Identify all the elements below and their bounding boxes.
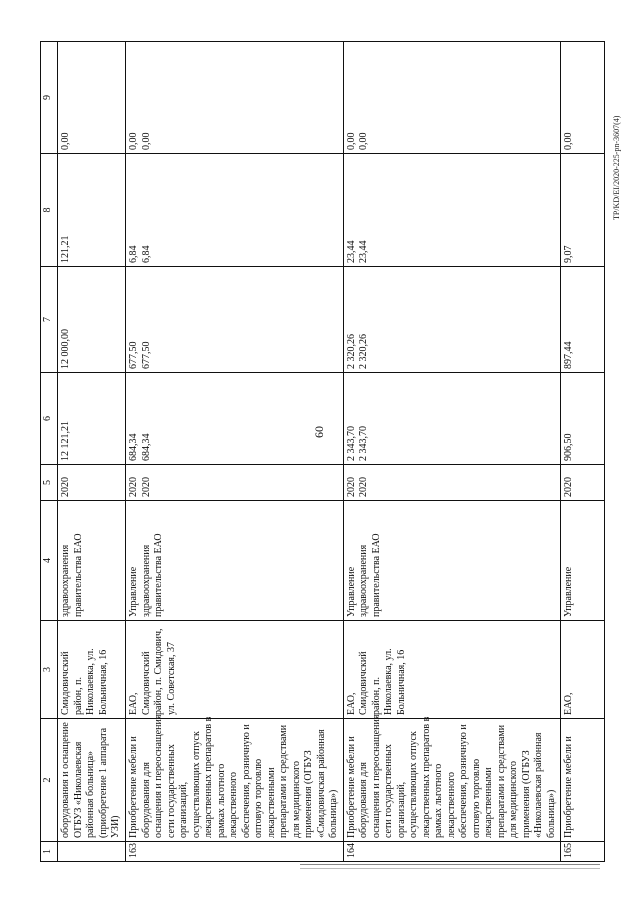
cell-text-line: Управление [563, 566, 574, 617]
column-header: 1 [41, 842, 58, 862]
cell-object-name [126, 714, 344, 842]
cell-text-line: район, п. [370, 677, 382, 715]
cell-text-line: 0,00 [358, 132, 369, 150]
cell-text-line: лекарственного [228, 771, 239, 838]
cell-text-line: 2020 [345, 477, 357, 497]
cell-text-line: Николаевка, ул. [383, 648, 394, 715]
cell-text-line: Приобретение мебели и [128, 736, 139, 838]
table-container [40, 42, 605, 862]
data-table [40, 41, 605, 862]
cell-object-name [561, 719, 605, 842]
cell-total-cost [343, 373, 561, 465]
table-row [126, 42, 344, 862]
cell-text-line: правительства ЕАО [72, 533, 84, 617]
cell-other-funds [561, 42, 605, 154]
cell-text-line: для медицинского [508, 761, 519, 838]
cell-total-cost [58, 373, 126, 465]
cell-text-line: ЕАО, [345, 692, 357, 715]
cell-text-line: 2020 [140, 477, 152, 497]
cell-text-line: 12 000,00 [60, 329, 71, 369]
cell-object-name [343, 714, 561, 842]
cell-text-line: 2020 [563, 477, 574, 497]
cell-text-line: правительства ЕАО [370, 533, 382, 617]
cell-text-line: Николаевка, ул. [85, 648, 96, 715]
cell-text-line: применения (ОГБУЗ [303, 750, 314, 838]
cell-text-line: оснащения и переоснащения [370, 714, 382, 838]
cell-address [343, 621, 561, 719]
cell-text-line: 2020 [60, 477, 71, 497]
cell-text-line: Смидовичский [60, 651, 71, 715]
cell-row-number [126, 842, 344, 862]
cell-text-line: 6,84 [128, 245, 139, 263]
cell-year [343, 465, 561, 501]
cell-customer [126, 501, 344, 621]
cell-row-number [58, 842, 126, 862]
cell-address [126, 621, 344, 719]
cell-text-line: 0,00 [345, 132, 357, 150]
cell-text-line: 2 320,26 [358, 334, 369, 369]
cell-customer [561, 501, 605, 621]
cell-text-line: 0,00 [140, 132, 152, 150]
cell-row-number [343, 842, 561, 862]
cell-text-line: 0,00 [128, 132, 139, 150]
cell-text-line: (приобретение 1 аппарата [97, 727, 109, 838]
cell-text-line: обеспечения, розничную и [458, 724, 469, 838]
cell-other-funds [126, 42, 344, 154]
cell-text-line: 0,00 [563, 132, 574, 150]
cell-text-line: оснащения и переоснащения [153, 714, 164, 838]
cell-text-line: оборудования и оснащение [60, 722, 71, 838]
cell-text-line: препаратами и средствами [495, 724, 507, 838]
cell-text-line: ОГБУЗ «Николаевская [72, 741, 84, 838]
cell-text-line: здравоохранения [60, 544, 71, 617]
cell-text-line: УЗИ) [110, 815, 121, 838]
column-header: 8 [41, 154, 58, 267]
cell-text-line: 684,34 [140, 433, 152, 461]
cell-federal-funds [58, 267, 126, 373]
cell-text-line: Смидовичский [358, 651, 369, 715]
cell-federal-funds [561, 267, 605, 373]
cell-text-line: организаций, [178, 781, 189, 838]
cell-text-line: осуществляющих отпуск [408, 731, 419, 838]
cell-text-line: лекарственными [483, 767, 494, 838]
cell-text-line: препаратами и средствами [278, 724, 289, 838]
cell-text-line: оптовую торговлю [253, 758, 264, 838]
cell-text-line: район, п. Смидович, [153, 628, 164, 715]
cell-other-funds [58, 42, 126, 154]
cell-text-line: «Смидовичская районная [315, 729, 327, 838]
cell-year [126, 465, 344, 501]
cell-text-line: Приобретение мебели и [563, 736, 574, 838]
column-header: 6 [41, 373, 58, 465]
cell-text-line: сети государственных [383, 744, 394, 838]
cell-object-name [58, 719, 126, 842]
cell-text-line: 2020 [128, 477, 139, 497]
cell-text-line: больница») [545, 789, 557, 838]
cell-total-cost [126, 373, 344, 465]
cell-text-line: 23,44 [358, 240, 369, 263]
cell-regional-funds [561, 154, 605, 267]
table-row [561, 42, 605, 862]
cell-text-line: районная больница» [85, 750, 96, 838]
page-number: 60 [312, 426, 326, 438]
cell-text-line: 906,50 [563, 433, 574, 461]
cell-text-line: 897,44 [563, 341, 574, 369]
cell-text-line: оптовую торговлю [470, 758, 482, 838]
cell-text-line: 2020 [358, 477, 369, 497]
cell-text-line: лекарственных препаратов в [420, 716, 432, 838]
cell-text-line: ЕАО, [563, 692, 574, 715]
cell-text-line: лекарственными [265, 767, 277, 838]
cell-text-line: обеспечения, розничную и [240, 724, 252, 838]
cell-text-line: оборудования для [140, 762, 152, 838]
cell-text-line: Приобретение мебели и [345, 736, 357, 838]
cell-text-line: для медицинского [290, 761, 302, 838]
cell-federal-funds [343, 267, 561, 373]
cell-text-line: «Николаевская районная [533, 732, 544, 838]
cell-text-line: 2 343,70 [345, 426, 357, 461]
cell-regional-funds [343, 154, 561, 267]
column-header: 3 [41, 621, 58, 719]
table-row [343, 42, 561, 862]
cell-text-line: Больничная, 16 [97, 649, 109, 715]
cell-total-cost [561, 373, 605, 465]
cell-text-line: 684,34 [128, 433, 139, 461]
cell-text-line: 2 343,70 [358, 426, 369, 461]
column-header: 4 [41, 501, 58, 621]
cell-text-line: ЕАО, [128, 692, 139, 715]
footer-rule [300, 864, 600, 865]
cell-text-line: Управление [345, 566, 357, 617]
cell-year [58, 465, 126, 501]
cell-row-number [561, 842, 605, 862]
cell-text-line: 9,07 [563, 245, 574, 263]
cell-text-line: 163 [128, 843, 139, 858]
cell-text-line: Смидовичский [140, 651, 152, 715]
cell-text-line: 677,50 [140, 341, 152, 369]
cell-text-line: рамках льготного [215, 763, 227, 838]
cell-other-funds [343, 42, 561, 154]
cell-federal-funds [126, 267, 344, 373]
cell-customer [343, 501, 561, 621]
cell-address [561, 621, 605, 719]
table-body [58, 42, 605, 862]
cell-text-line: здравоохранения [358, 544, 369, 617]
cell-text-line: 121,21 [60, 235, 71, 263]
document-reference: TP/KD/EI/2020-225-pn-3607(4) [612, 115, 621, 220]
cell-text-line: применения (ОГБУЗ [520, 750, 532, 838]
header-row [41, 42, 58, 862]
cell-regional-funds [126, 154, 344, 267]
cell-text-line: 2 320,26 [345, 334, 357, 369]
cell-text-line: 164 [345, 843, 357, 858]
footer-rule-secondary [300, 868, 600, 869]
table-row [58, 42, 126, 862]
cell-regional-funds [58, 154, 126, 267]
cell-text-line: лекарственного [445, 771, 457, 838]
cell-address [58, 621, 126, 719]
cell-text-line: сети государственных [165, 744, 177, 838]
cell-text-line: 165 [563, 843, 574, 858]
column-header: 5 [41, 465, 58, 501]
cell-text-line: осуществляющих отпуск [190, 731, 202, 838]
cell-text-line: 12 121,21 [60, 421, 71, 461]
cell-text-line: 6,84 [140, 245, 152, 263]
cell-text-line: оборудования для [358, 762, 369, 838]
cell-text-line: 0,00 [60, 132, 71, 150]
cell-text-line: Управление [128, 566, 139, 617]
cell-text-line: район, п. [72, 677, 84, 715]
cell-text-line: организаций, [395, 781, 407, 838]
cell-text-line: здравоохранения [140, 544, 152, 617]
cell-customer [58, 501, 126, 621]
cell-year [561, 465, 605, 501]
column-header: 7 [41, 267, 58, 373]
cell-text-line: правительства ЕАО [153, 533, 164, 617]
cell-text-line: 23,44 [345, 240, 357, 263]
cell-text-line: Больничная, 16 [395, 649, 407, 715]
column-header: 2 [41, 719, 58, 842]
column-header: 9 [41, 42, 58, 154]
cell-text-line: 677,50 [128, 341, 139, 369]
cell-text-line: ул. Советская, 37 [165, 642, 177, 715]
cell-text-line: больница») [328, 789, 339, 838]
cell-text-line: рамках льготного [433, 763, 444, 838]
cell-text-line: лекарственных препаратов в [203, 716, 214, 838]
